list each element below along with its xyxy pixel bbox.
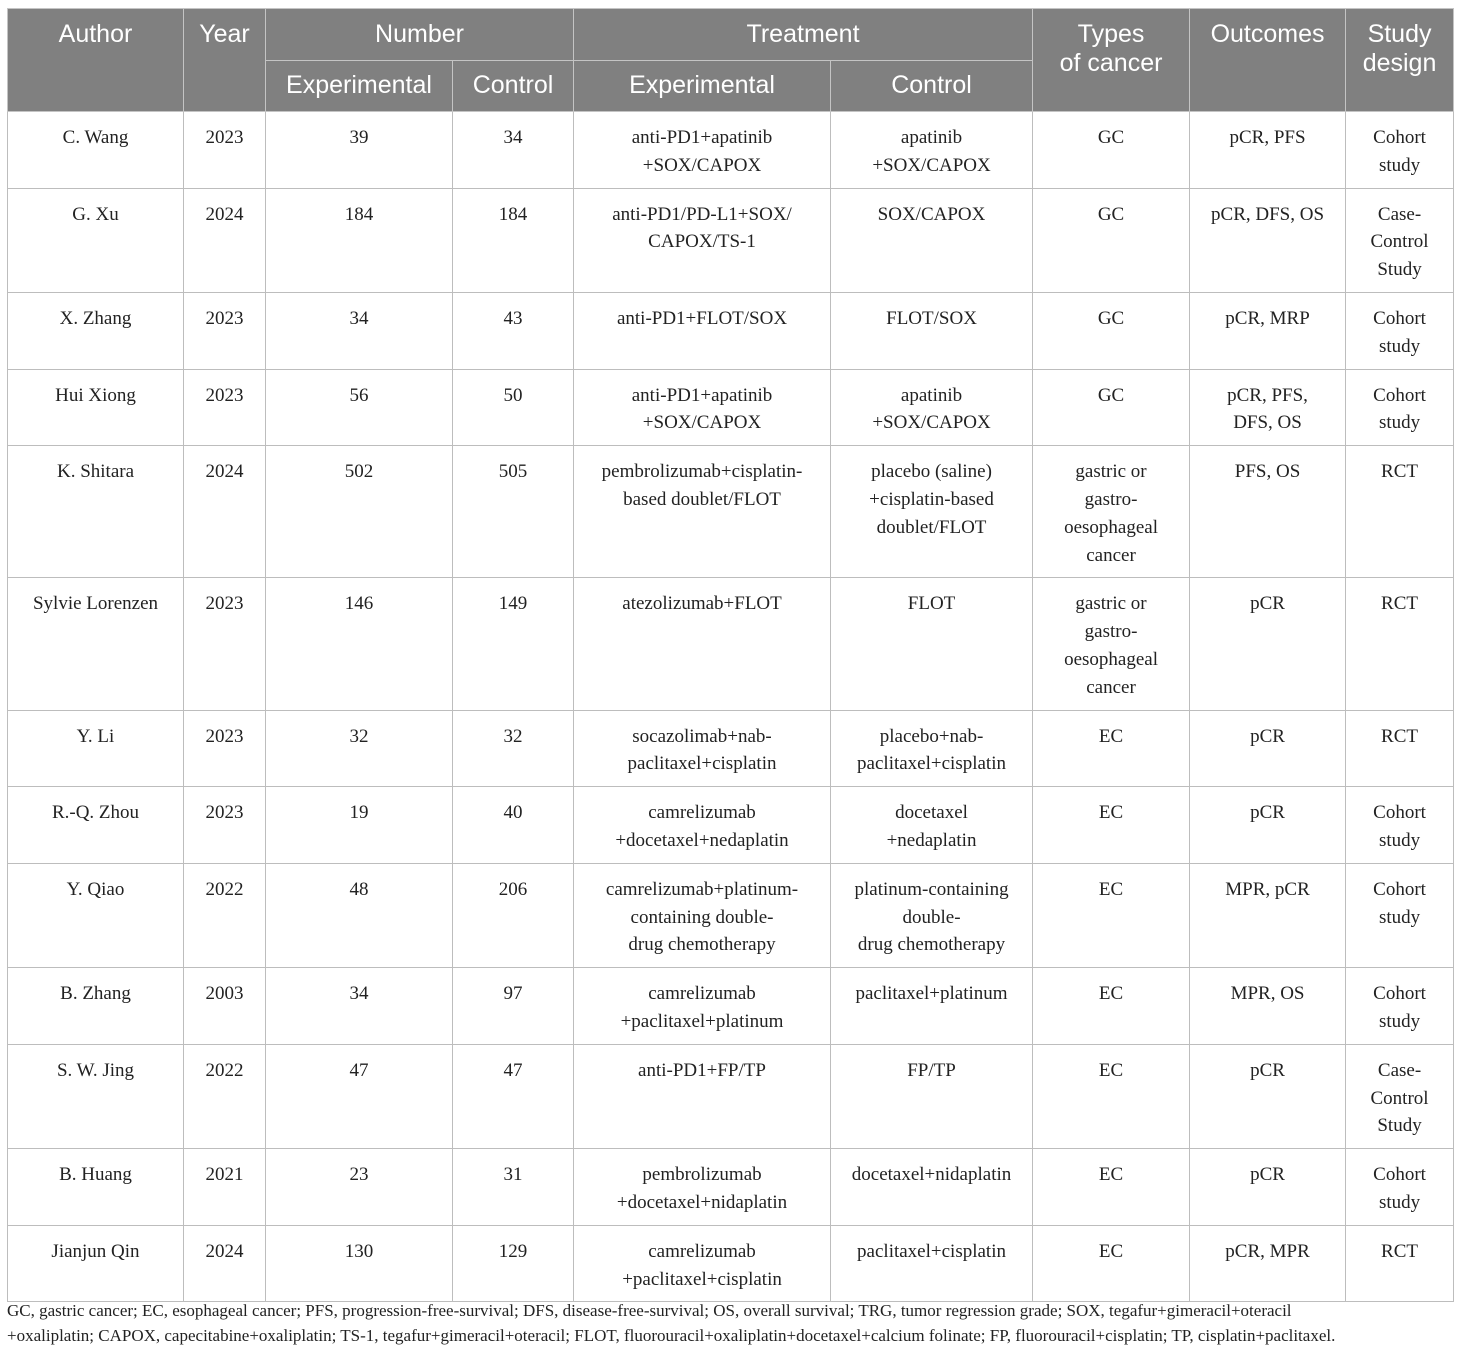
cell-treatment-control-line: FLOT: [907, 593, 956, 615]
cell-number-experimental: 34: [266, 968, 453, 1045]
cell-treatment-experimental: [574, 710, 831, 787]
cell-treatment-control-line: paclitaxel+cisplatin: [857, 1240, 1006, 1262]
cell-outcomes-line: pCR: [1250, 1059, 1285, 1081]
cell-cancer-type: [1033, 112, 1190, 189]
cell-study-design: [1346, 292, 1454, 369]
table-row: [8, 112, 1454, 189]
cell-treatment-control: [831, 863, 1033, 967]
cell-outcomes: [1190, 1225, 1346, 1302]
cell-treatment-control: [831, 710, 1033, 787]
cell-study-design-line: Case-: [1377, 203, 1422, 225]
table-row: [8, 968, 1454, 1045]
cell-treatment-control: [831, 112, 1033, 189]
table-footnote: [7, 1298, 1457, 1348]
cell-cancer-type: [1033, 1149, 1190, 1226]
cell-study-design-line: Study: [1377, 1115, 1422, 1137]
footnote-line: GC, gastric cancer; EC, esophageal cancer; PFS, progression-free-survival; DFS, disease-free-survival; OS, overall survival; TRG, tumor regression grade; SOX, tegafur+gimeracil+oteracil: [7, 1301, 1292, 1320]
cell-number-control: 43: [453, 292, 574, 369]
cell-study-design: [1346, 863, 1454, 967]
cell-year: 2023: [184, 292, 266, 369]
cell-treatment-control-line: placebo (saline): [871, 461, 992, 483]
cell-cancer-type: [1033, 292, 1190, 369]
cell-cancer-type-line: EC: [1098, 1059, 1124, 1081]
cell-treatment-control-line: SOX/CAPOX: [877, 203, 986, 225]
cell-number-experimental: 56: [266, 369, 453, 446]
cell-study-design-line: Cohort: [1373, 983, 1426, 1005]
cell-treatment-experimental: [574, 863, 831, 967]
cell-year: 2023: [184, 710, 266, 787]
cell-outcomes-line: MPR, OS: [1230, 983, 1305, 1005]
table-row: [8, 188, 1454, 292]
cell-treatment-experimental-line: pembrolizumab: [642, 1164, 762, 1186]
cell-cancer-type-line: cancer: [1086, 676, 1136, 698]
table-row: [8, 292, 1454, 369]
cell-treatment-experimental-line: camrelizumab: [648, 1240, 756, 1262]
cell-cancer-type: [1033, 446, 1190, 578]
cell-outcomes: [1190, 863, 1346, 967]
cell-year: 2024: [184, 446, 266, 578]
cell-cancer-type: [1033, 1225, 1190, 1302]
cell-cancer-type-line: GC: [1097, 203, 1125, 225]
cell-treatment-experimental-line: CAPOX/TS-1: [648, 231, 756, 253]
cell-treatment-experimental: [574, 968, 831, 1045]
cell-outcomes: [1190, 787, 1346, 864]
cell-study-design: [1346, 968, 1454, 1045]
cell-treatment-control-line: drug chemotherapy: [857, 934, 1006, 956]
cell-outcomes-line: DFS, OS: [1233, 412, 1302, 434]
cell-year: 2023: [184, 787, 266, 864]
cell-number-experimental: 184: [266, 188, 453, 292]
cell-study-design-line: Cohort: [1373, 384, 1426, 406]
cell-treatment-control-line: double-: [902, 906, 961, 928]
cell-outcomes-line: pCR, PFS,: [1227, 384, 1308, 406]
cell-study-design-line: Cohort: [1373, 127, 1426, 148]
cell-year: 2022: [184, 1044, 266, 1148]
cell-treatment-experimental: [574, 112, 831, 189]
header-design-line2: design: [1362, 49, 1437, 77]
cell-author: G. Xu: [8, 188, 184, 292]
cell-outcomes-line: pCR, DFS, OS: [1211, 203, 1325, 225]
cell-treatment-control-line: docetaxel: [895, 802, 968, 824]
header-study-design: [1346, 9, 1454, 112]
cell-treatment-control: [831, 1149, 1033, 1226]
cell-author: Jianjun Qin: [8, 1225, 184, 1302]
cell-author: S. W. Jing: [8, 1044, 184, 1148]
cell-study-design-line: Control: [1370, 1087, 1429, 1109]
cell-treatment-experimental-line: drug chemotherapy: [628, 934, 776, 956]
table-row: [8, 863, 1454, 967]
cell-treatment-experimental-line: paclitaxel+cisplatin: [627, 753, 777, 775]
cell-study-design: [1346, 369, 1454, 446]
header-types-line1: Types: [1077, 20, 1145, 48]
cell-number-control: 31: [453, 1149, 574, 1226]
cell-outcomes-line: PFS, OS: [1234, 461, 1301, 483]
cell-number-experimental: 146: [266, 578, 453, 710]
cell-author: Y. Qiao: [8, 863, 184, 967]
cell-year: 2023: [184, 369, 266, 446]
cell-treatment-control-line: apatinib: [900, 384, 963, 406]
cell-cancer-type-line: EC: [1098, 725, 1124, 747]
cell-cancer-type: [1033, 369, 1190, 446]
cell-treatment-control: [831, 787, 1033, 864]
cell-treatment-experimental: [574, 1149, 831, 1226]
cell-study-design: [1346, 578, 1454, 710]
header-year: Year: [184, 9, 266, 112]
cell-treatment-experimental-line: +docetaxel+nidaplatin: [616, 1191, 788, 1213]
header-types-line2: of cancer: [1059, 49, 1163, 77]
cell-cancer-type-line: gastro-: [1084, 488, 1138, 510]
table-row: [8, 787, 1454, 864]
cell-year: 2021: [184, 1149, 266, 1226]
cell-number-control: 149: [453, 578, 574, 710]
cell-treatment-experimental-line: +paclitaxel+platinum: [620, 1010, 784, 1032]
cell-study-design: [1346, 1044, 1454, 1148]
cell-treatment-experimental-line: socazolimab+nab-: [632, 725, 772, 747]
cell-study-design-line: Cohort: [1373, 307, 1426, 329]
cell-study-design-line: study: [1378, 1010, 1421, 1032]
cell-year: 2022: [184, 863, 266, 967]
header-number: Number: [266, 9, 574, 61]
cell-treatment-experimental-line: anti-PD1/PD-L1+SOX/: [612, 203, 792, 225]
cell-cancer-type: [1033, 710, 1190, 787]
cell-year: 2024: [184, 1225, 266, 1302]
cell-study-design-line: RCT: [1381, 725, 1418, 747]
table-row: [8, 710, 1454, 787]
cell-treatment-experimental: [574, 787, 831, 864]
cell-study-design-line: Control: [1370, 231, 1429, 253]
cell-treatment-experimental-line: anti-PD1+apatinib: [631, 127, 773, 148]
cell-study-design: [1346, 787, 1454, 864]
cell-treatment-experimental: [574, 292, 831, 369]
cell-treatment-control: [831, 578, 1033, 710]
table-row: [8, 578, 1454, 710]
table-header: [8, 9, 1454, 112]
header-design-line1: Study: [1367, 20, 1432, 48]
cell-author: C. Wang: [8, 112, 184, 189]
cell-cancer-type-line: cancer: [1086, 544, 1136, 566]
cell-study-design-line: study: [1378, 829, 1421, 851]
cell-outcomes-line: pCR: [1250, 593, 1285, 615]
cell-treatment-experimental-line: based doublet/FLOT: [623, 488, 781, 510]
cell-number-control: 97: [453, 968, 574, 1045]
cell-treatment-control-line: +SOX/CAPOX: [872, 412, 991, 434]
cell-treatment-experimental-line: atezolizumab+FLOT: [622, 593, 782, 615]
cell-cancer-type-line: gastric or: [1075, 593, 1147, 615]
cell-study-design-line: Case-: [1377, 1059, 1422, 1081]
table-row: [8, 1225, 1454, 1302]
cell-treatment-control-line: docetaxel+nidaplatin: [851, 1164, 1012, 1186]
cell-treatment-control-line: doublet/FLOT: [876, 516, 987, 538]
cell-number-experimental: 32: [266, 710, 453, 787]
cell-cancer-type: [1033, 787, 1190, 864]
cell-author: Sylvie Lorenzen: [8, 578, 184, 710]
cell-treatment-control: [831, 188, 1033, 292]
footnote-line: +oxaliplatin; CAPOX, capecitabine+oxaliplatin; TS-1, tegafur+gimeracil+oteracil; FLOT, fluorouracil+oxaliplatin+docetaxel+calcium folinate; FP, fluorouracil+cisplatin; TP, cisplatin+paclitaxel.: [7, 1326, 1336, 1345]
cell-number-experimental: 502: [266, 446, 453, 578]
cell-treatment-control: [831, 292, 1033, 369]
cell-treatment-experimental: [574, 446, 831, 578]
cell-study-design: [1346, 188, 1454, 292]
cell-outcomes-line: pCR: [1250, 802, 1285, 824]
cell-study-design: [1346, 1149, 1454, 1226]
cell-study-design: [1346, 710, 1454, 787]
cell-treatment-experimental: [574, 188, 831, 292]
cell-cancer-type-line: GC: [1097, 307, 1125, 329]
cell-cancer-type: [1033, 578, 1190, 710]
cell-number-control: 129: [453, 1225, 574, 1302]
cell-treatment-control: [831, 1044, 1033, 1148]
cell-treatment-experimental-line: +docetaxel+nedaplatin: [615, 829, 789, 851]
cell-number-experimental: 130: [266, 1225, 453, 1302]
cell-study-design: [1346, 1225, 1454, 1302]
cell-cancer-type-line: gastro-: [1084, 621, 1138, 643]
cell-outcomes-line: pCR, MPR: [1225, 1240, 1310, 1262]
cell-cancer-type-line: EC: [1098, 1164, 1124, 1186]
cell-study-design-line: study: [1378, 335, 1421, 357]
cell-author: B. Huang: [8, 1149, 184, 1226]
cell-treatment-experimental-line: pembrolizumab+cisplatin-: [601, 461, 803, 483]
cell-outcomes: [1190, 578, 1346, 710]
cell-number-experimental: 34: [266, 292, 453, 369]
cell-number-control: 206: [453, 863, 574, 967]
cell-number-control: 32: [453, 710, 574, 787]
table-row: [8, 1149, 1454, 1226]
cell-study-design-line: RCT: [1381, 1240, 1418, 1262]
cell-study-design-line: Study: [1377, 259, 1422, 281]
cell-outcomes-line: pCR: [1250, 725, 1285, 747]
cell-treatment-control: [831, 968, 1033, 1045]
cell-number-experimental: 19: [266, 787, 453, 864]
cell-cancer-type-line: gastric or: [1075, 461, 1147, 483]
cell-treatment-experimental: [574, 1225, 831, 1302]
cell-year: 2023: [184, 578, 266, 710]
cell-author: K. Shitara: [8, 446, 184, 578]
header-treatment-experimental: Experimental: [574, 61, 831, 112]
cell-number-control: 184: [453, 188, 574, 292]
cell-author: Y. Li: [8, 710, 184, 787]
cell-study-design-line: Cohort: [1373, 1164, 1426, 1186]
cell-treatment-experimental-line: camrelizumab: [648, 983, 756, 1005]
cell-cancer-type-line: EC: [1098, 878, 1124, 900]
cell-study-design-line: study: [1378, 906, 1421, 928]
cell-year: 2024: [184, 188, 266, 292]
cell-treatment-experimental: [574, 1044, 831, 1148]
cell-number-control: 50: [453, 369, 574, 446]
cell-year: 2023: [184, 112, 266, 189]
header-number-experimental: Experimental: [266, 61, 453, 112]
cell-cancer-type: [1033, 863, 1190, 967]
cell-cancer-type-line: oesophageal: [1064, 648, 1158, 670]
cell-cancer-type: [1033, 968, 1190, 1045]
table-row: [8, 446, 1454, 578]
cell-outcomes-line: pCR: [1250, 1164, 1285, 1186]
cell-author: R.-Q. Zhou: [8, 787, 184, 864]
cell-outcomes: [1190, 292, 1346, 369]
cell-study-design: [1346, 112, 1454, 189]
cell-number-control: 47: [453, 1044, 574, 1148]
cell-treatment-experimental-line: anti-PD1+apatinib: [631, 384, 773, 406]
cell-outcomes-line: pCR, MRP: [1225, 307, 1310, 329]
cell-number-control: 40: [453, 787, 574, 864]
cell-outcomes: [1190, 446, 1346, 578]
cell-outcomes: [1190, 710, 1346, 787]
cell-study-design: [1346, 446, 1454, 578]
cell-outcomes: [1190, 1149, 1346, 1226]
cell-treatment-experimental: [574, 578, 831, 710]
cell-treatment-experimental-line: containing double-: [630, 906, 774, 928]
cell-treatment-control: [831, 1225, 1033, 1302]
cell-outcomes: [1190, 112, 1346, 189]
cell-treatment-control-line: paclitaxel+cisplatin: [857, 753, 1006, 775]
cell-study-design-line: RCT: [1381, 593, 1418, 615]
cell-treatment-control-line: platinum-containing: [854, 878, 1009, 900]
cell-study-design-line: Cohort: [1373, 802, 1426, 824]
cell-treatment-control: [831, 446, 1033, 578]
study-table-container: [7, 8, 1453, 1302]
cell-treatment-experimental-line: +SOX/CAPOX: [642, 154, 762, 176]
cell-number-control: 34: [453, 112, 574, 189]
cell-study-design-line: study: [1378, 1191, 1421, 1213]
cell-outcomes-line: MPR, pCR: [1225, 878, 1310, 900]
header-types-of-cancer: [1033, 9, 1190, 112]
cell-author: X. Zhang: [8, 292, 184, 369]
cell-outcomes: [1190, 968, 1346, 1045]
header-outcomes: Outcomes: [1190, 9, 1346, 112]
table-row: [8, 1044, 1454, 1148]
cell-treatment-experimental-line: camrelizumab+platinum-: [605, 878, 799, 900]
cell-cancer-type-line: EC: [1098, 1240, 1124, 1262]
cell-cancer-type-line: EC: [1098, 983, 1124, 1005]
cell-number-experimental: 23: [266, 1149, 453, 1226]
cell-treatment-experimental: [574, 369, 831, 446]
cell-treatment-experimental-line: +SOX/CAPOX: [642, 412, 762, 434]
table-body: [8, 112, 1454, 1302]
cell-cancer-type-line: oesophageal: [1064, 516, 1158, 538]
cell-outcomes: [1190, 369, 1346, 446]
header-author: Author: [8, 9, 184, 112]
header-number-control: Control: [453, 61, 574, 112]
cell-author: B. Zhang: [8, 968, 184, 1045]
cell-treatment-control-line: +SOX/CAPOX: [872, 154, 991, 176]
cell-treatment-experimental-line: +paclitaxel+cisplatin: [622, 1268, 782, 1290]
cell-study-design-line: study: [1378, 154, 1421, 176]
cell-author: Hui Xiong: [8, 369, 184, 446]
cell-treatment-control-line: paclitaxel+platinum: [855, 983, 1008, 1005]
cell-study-design-line: study: [1378, 412, 1421, 434]
cell-number-experimental: 48: [266, 863, 453, 967]
cell-year: 2003: [184, 968, 266, 1045]
cell-outcomes-line: pCR, PFS: [1229, 127, 1306, 148]
cell-treatment-control-line: placebo+nab-: [879, 725, 984, 747]
cell-treatment-experimental-line: anti-PD1+FLOT/SOX: [616, 307, 788, 329]
cell-number-experimental: 39: [266, 112, 453, 189]
cell-treatment-control: [831, 369, 1033, 446]
cell-treatment-control-line: FLOT/SOX: [886, 307, 977, 329]
cell-study-design-line: RCT: [1381, 461, 1418, 483]
cell-treatment-control-line: +cisplatin-based: [869, 488, 994, 510]
cell-outcomes: [1190, 1044, 1346, 1148]
cell-cancer-type-line: GC: [1097, 384, 1125, 406]
cell-cancer-type-line: GC: [1097, 127, 1125, 148]
cell-cancer-type: [1033, 188, 1190, 292]
cell-number-control: 505: [453, 446, 574, 578]
cell-treatment-experimental-line: camrelizumab: [648, 802, 756, 824]
cell-cancer-type-line: EC: [1098, 802, 1124, 824]
cell-number-experimental: 47: [266, 1044, 453, 1148]
study-characteristics-table: [7, 8, 1454, 1302]
cell-treatment-experimental-line: anti-PD1+FP/TP: [638, 1059, 766, 1081]
cell-treatment-control-line: +nedaplatin: [886, 829, 977, 851]
cell-study-design-line: Cohort: [1373, 878, 1426, 900]
cell-treatment-control-line: FP/TP: [907, 1059, 956, 1081]
header-treatment: Treatment: [574, 9, 1033, 61]
header-treatment-control: Control: [831, 61, 1033, 112]
cell-treatment-control-line: apatinib: [900, 127, 963, 148]
table-row: [8, 369, 1454, 446]
cell-outcomes: [1190, 188, 1346, 292]
cell-cancer-type: [1033, 1044, 1190, 1148]
